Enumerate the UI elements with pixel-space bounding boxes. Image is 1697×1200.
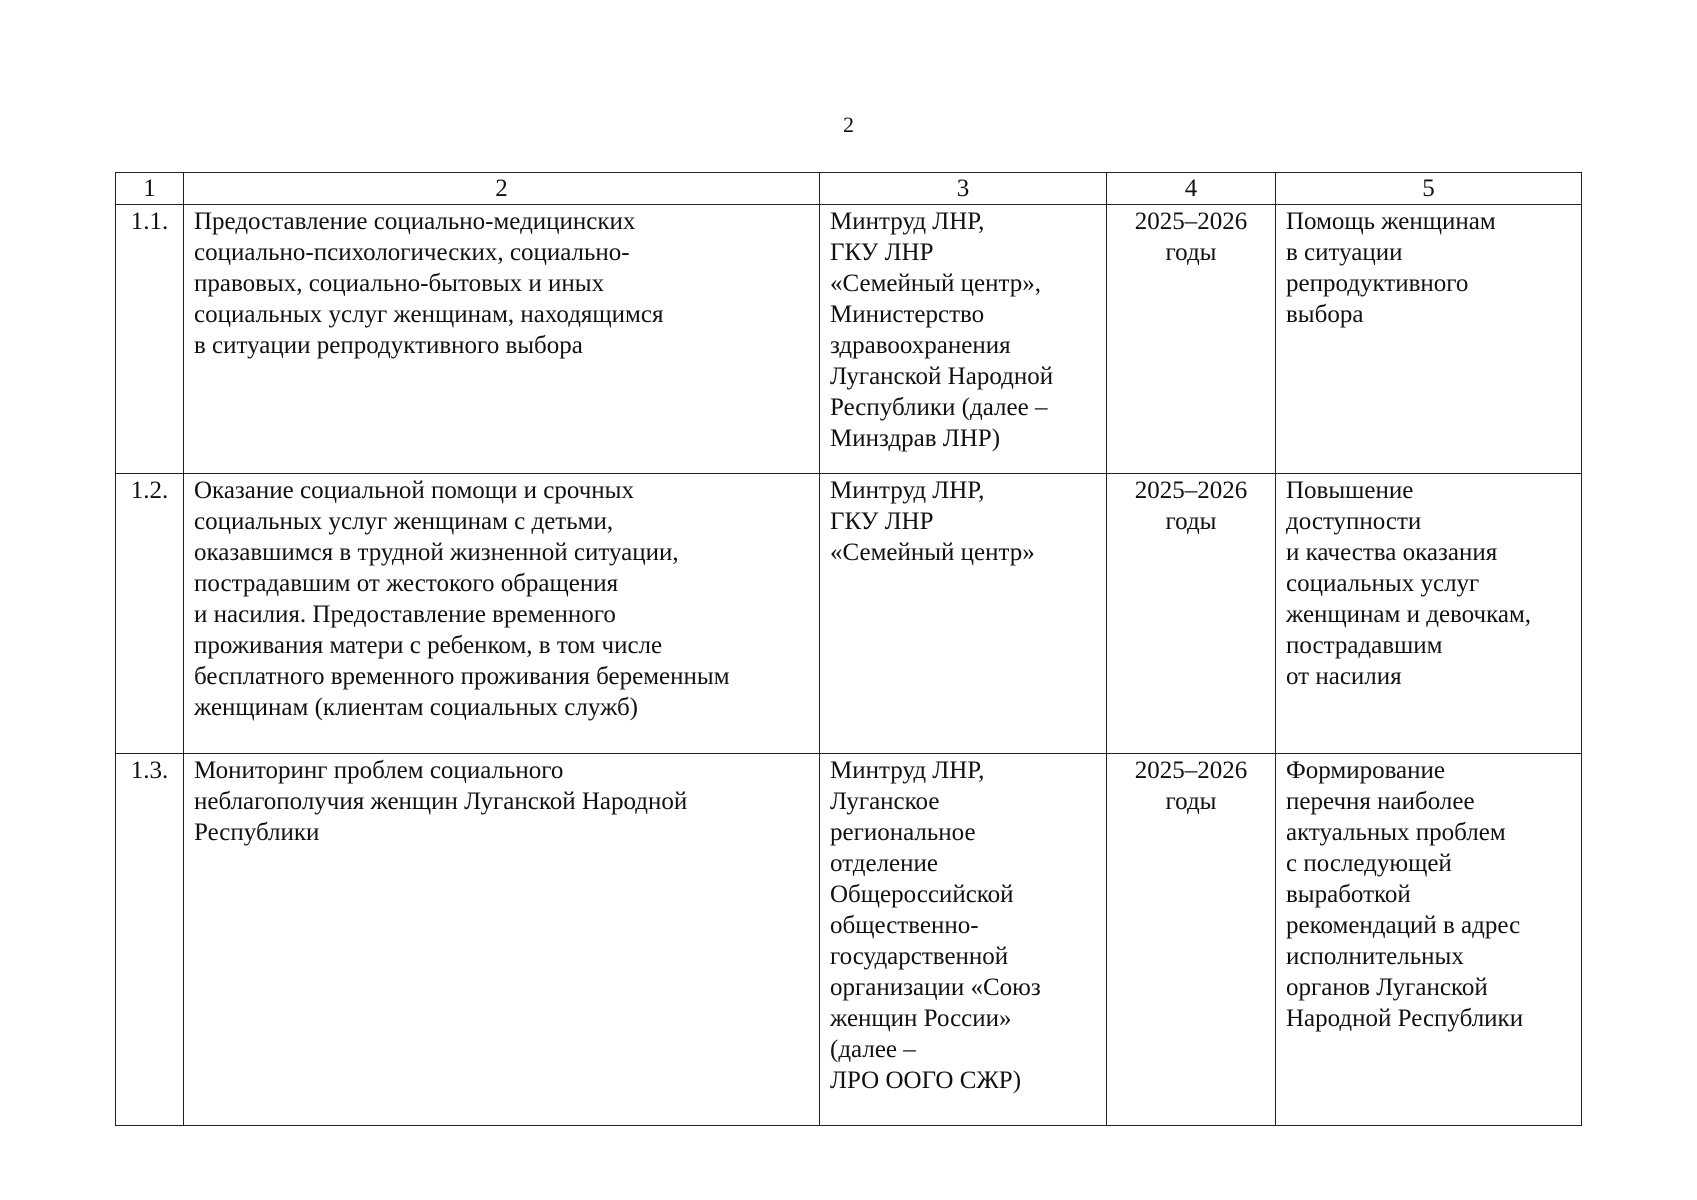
executor-line: региональное — [830, 819, 976, 846]
result-line: в ситуации — [1286, 239, 1403, 266]
result-line: репродуктивного — [1286, 270, 1469, 297]
result-line: органов Луганской — [1286, 974, 1488, 1001]
executor-line: «Семейный центр» — [830, 539, 1035, 566]
header-cell-3: 3 — [820, 173, 1107, 205]
row-number: 1.1. — [130, 208, 169, 235]
executor-line: Минтруд ЛНР, — [830, 757, 985, 784]
result-line: социальных услуг — [1286, 570, 1480, 597]
page-number: 2 — [843, 112, 854, 137]
executors-cell — [820, 754, 1107, 1126]
executor-line: (далее – — [830, 1036, 916, 1063]
measure-line: пострадавшим от жестокого обращения — [194, 570, 619, 597]
table-row — [116, 205, 1582, 474]
term-cell — [1107, 205, 1276, 474]
executor-line: Общероссийской — [830, 881, 1014, 908]
measure-line: Оказание социальной помощи и срочных — [194, 477, 634, 504]
measures-table — [115, 172, 1582, 1126]
executor-line: здравоохранения — [830, 332, 1011, 359]
row-number: 1.3. — [130, 757, 169, 784]
measure-line: женщинам (клиентам социальных служб) — [194, 694, 638, 721]
result-cell — [1276, 205, 1582, 474]
result-line: выработкой — [1286, 881, 1411, 908]
executor-line: Минздрав ЛНР) — [830, 425, 1001, 452]
executor-line: государственной — [830, 943, 1009, 970]
measure-line: неблагополучия женщин Луганской Народной — [194, 788, 688, 815]
term-line: годы — [1165, 239, 1217, 266]
measure-line: Мониторинг проблем социального — [194, 757, 564, 784]
measure-cell — [184, 205, 820, 474]
term-line: 2025–2026 — [1134, 477, 1248, 504]
executor-line: Министерство — [830, 301, 985, 328]
measure-line: социальных услуг женщинам с детьми, — [194, 508, 614, 535]
header-cell-4: 4 — [1107, 173, 1276, 205]
term-line: 2025–2026 — [1134, 757, 1248, 784]
measure-line: бесплатного временного проживания беременным — [194, 663, 730, 690]
executor-line: Республики (далее – — [830, 394, 1048, 421]
result-line: Повышение — [1286, 477, 1414, 504]
executor-line: женщин России» — [830, 1005, 1012, 1032]
result-cell — [1276, 474, 1582, 754]
measure-line: в ситуации репродуктивного выбора — [194, 332, 583, 359]
executor-line: общественно- — [830, 912, 979, 939]
executor-line: Луганской Народной — [830, 363, 1054, 390]
term-line: годы — [1165, 788, 1217, 815]
measure-line: Предоставление социально-медицинских — [194, 208, 636, 235]
table-row — [116, 754, 1582, 1126]
row-number-cell — [116, 205, 184, 474]
header-cell-5: 5 — [1276, 173, 1582, 205]
measure-cell — [184, 754, 820, 1126]
row-number: 1.2. — [130, 477, 169, 504]
header-cell-2: 2 — [184, 173, 820, 205]
result-line: Помощь женщинам — [1286, 208, 1496, 235]
result-line: перечня наиболее — [1286, 788, 1475, 815]
result-cell — [1276, 754, 1582, 1126]
executor-line: ГКУ ЛНР — [830, 239, 934, 266]
executors-cell — [820, 205, 1107, 474]
executor-line: Минтруд ЛНР, — [830, 477, 985, 504]
term-line: годы — [1165, 508, 1217, 535]
table-header-row — [116, 173, 1582, 205]
measure-line: оказавшимся в трудной жизненной ситуации, — [194, 539, 679, 566]
executors-cell — [820, 474, 1107, 754]
result-line: от насилия — [1286, 663, 1402, 690]
result-line: женщинам и девочкам, — [1286, 601, 1532, 628]
measure-cell — [184, 474, 820, 754]
row-number-cell — [116, 754, 184, 1126]
measure-line: социально-психологических, социально- — [194, 239, 630, 266]
result-line: рекомендаций в адрес — [1286, 912, 1521, 939]
executor-line: ЛРО ООГО СЖР) — [830, 1067, 1022, 1094]
result-line: с последующей — [1286, 850, 1452, 877]
measure-line: и насилия. Предоставление временного — [194, 601, 616, 628]
measure-line: Республики — [194, 819, 320, 846]
measure-line: социальных услуг женщинам, находящимся — [194, 301, 664, 328]
result-line: Народной Республики — [1286, 1005, 1524, 1032]
header-cell-1: 1 — [116, 173, 184, 205]
result-line: доступности — [1286, 508, 1422, 535]
executor-line: Луганское — [830, 788, 940, 815]
result-line: исполнительных — [1286, 943, 1464, 970]
term-line: 2025–2026 — [1134, 208, 1248, 235]
term-cell — [1107, 474, 1276, 754]
row-number-cell — [116, 474, 184, 754]
executor-line: ГКУ ЛНР — [830, 508, 934, 535]
result-line: актуальных проблем — [1286, 819, 1506, 846]
result-line: выбора — [1286, 301, 1364, 328]
executor-line: Минтруд ЛНР, — [830, 208, 985, 235]
result-line: и качества оказания — [1286, 539, 1498, 566]
executor-line: организации «Союз — [830, 974, 1041, 1001]
executor-line: отделение — [830, 850, 939, 877]
measure-line: правовых, социально-бытовых и иных — [194, 270, 605, 297]
measure-line: проживания матери с ребенком, в том числе — [194, 632, 663, 659]
table-row — [116, 474, 1582, 754]
term-cell — [1107, 754, 1276, 1126]
result-line: Формирование — [1286, 757, 1445, 784]
result-line: пострадавшим — [1286, 632, 1443, 659]
executor-line: «Семейный центр», — [830, 270, 1042, 297]
